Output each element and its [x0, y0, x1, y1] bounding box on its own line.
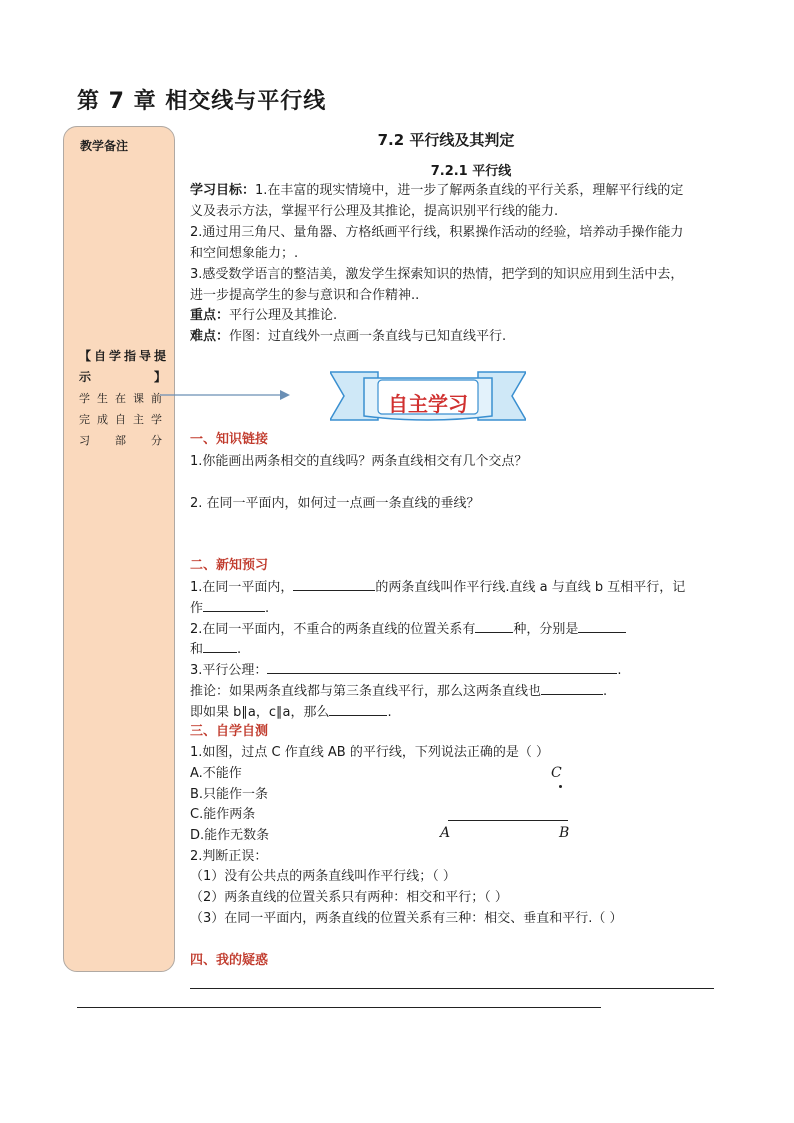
subsection-title: 7.2.1 平行线 [430, 164, 512, 179]
judgement-2: （2）两条直线的位置关系只有两种：相交和平行；（ ） [190, 890, 508, 905]
key-point-label: 重点： [190, 308, 230, 323]
objectives-line-3: 2.通过用三角尺、量角器、方格纸画平行线，积累操作活动的经验，培养动手操作能力 [190, 225, 684, 240]
objectives-line-4: 和空间想象能力；. [190, 246, 299, 261]
part2-line-6 [190, 680, 607, 702]
objectives-text-1: 1.在丰富的现实情境中，进一步了解两条直线的平行关系，理解平行线的定 [255, 183, 684, 198]
part2-text-4b: . [237, 642, 242, 657]
part1-title: 一、知识链接 [190, 432, 269, 447]
part2-text-3b: 种，分别是 [513, 622, 579, 637]
point-a-label: A [440, 825, 451, 841]
option-a: A.不能作 [190, 766, 242, 781]
fill-blank[interactable] [267, 659, 617, 674]
geometry-figure [430, 763, 580, 845]
banner-text: 自主学习 [388, 392, 468, 416]
part2-line-1 [190, 576, 685, 598]
judgement-3: （3）在同一平面内，两条直线的位置关系有三种：相交、垂直和平行.（ ） [190, 911, 623, 926]
part1-question-2: 2. 在同一平面内，如何过一点画一条直线的垂线？ [190, 496, 480, 511]
fill-blank[interactable] [203, 638, 237, 653]
difficulty-text: 作图：过直线外一点画一条直线与已知直线平行. [229, 329, 507, 344]
key-point [190, 306, 337, 326]
objectives-line-1 [190, 181, 683, 201]
line-ab [448, 820, 568, 821]
part4-title: 四、我的疑惑 [190, 953, 269, 968]
part2-text-1b: 的两条直线叫作平行线.直线 a 与直线 b 互相平行，记 [375, 580, 686, 595]
fill-blank[interactable] [293, 576, 375, 591]
fill-blank[interactable] [541, 680, 603, 695]
point-b-label: B [559, 825, 570, 841]
part3-question-1: 1.如图，过点 C 作直线 AB 的平行线，下列说法正确的是（ ） [190, 745, 549, 760]
sidebar-heading: 教学备注 [80, 139, 129, 153]
option-c: C.能作两条 [190, 807, 256, 822]
objectives-label: 学习目标： [190, 183, 256, 198]
part2-text-5b: . [617, 663, 622, 678]
part2-text-4a: 和 [190, 642, 204, 657]
part2-text-7b: . [387, 705, 392, 720]
part2-text-5a: 3.平行公理： [190, 663, 268, 678]
footer-rule [77, 1007, 601, 1008]
key-point-text: 平行公理及其推论. [229, 308, 338, 323]
point-c-label: C [551, 765, 562, 781]
sidebar-hint-body: 学生在课前完成自主学习部分 [79, 392, 167, 447]
part3-title: 三、自学自测 [190, 724, 269, 739]
part2-text-6a: 推论：如果两条直线都与第三条直线平行，那么这两条直线也 [190, 684, 542, 699]
option-b: B.只能作一条 [190, 787, 269, 802]
part2-text-6b: . [603, 684, 608, 699]
objectives-line-6: 进一步提高学生的参与意识和合作精神.. [190, 288, 420, 303]
fill-blank[interactable] [578, 618, 626, 633]
fill-blank[interactable] [475, 618, 513, 633]
difficulty-label: 难点： [190, 329, 230, 344]
sidebar-hint-title: 【自学指导提示】 [79, 349, 167, 384]
objectives-line-2: 义及表示方法，掌握平行公理及其推论，提高识别平行线的能力. [190, 204, 559, 219]
fill-blank[interactable] [203, 597, 265, 612]
difficulty [190, 327, 506, 347]
judgement-1: （1）没有公共点的两条直线叫作平行线；（ ） [190, 869, 456, 884]
objectives-line-5: 3.感受数学语言的整洁美，激发学生探索知识的热情，把学到的知识应用到生活中去， [190, 267, 684, 282]
part2-line-3 [190, 618, 626, 640]
pointer-arrow-icon [160, 385, 292, 405]
part2-text-3a: 2.在同一平面内，不重合的两条直线的位置关系有 [190, 622, 476, 637]
part2-line-7 [190, 701, 392, 723]
teaching-notes-sidebar [63, 126, 175, 972]
part2-line-2 [190, 597, 269, 619]
section-title: 7.2 平行线及其判定 [377, 131, 515, 149]
point-c-dot [559, 785, 562, 788]
part2-text-2b: . [265, 601, 270, 616]
part2-text-2a: 作 [190, 601, 204, 616]
part2-text-1a: 1.在同一平面内， [190, 580, 294, 595]
part2-line-4 [190, 638, 241, 660]
fill-blank[interactable] [329, 701, 387, 716]
part3-question-2: 2.判断正误： [190, 849, 268, 864]
part1-question-1: 1.你能画出两条相交的直线吗？两条直线相交有几个交点？ [190, 454, 528, 469]
answer-line[interactable] [190, 988, 714, 989]
option-d: D.能作无数条 [190, 828, 270, 843]
part2-text-7a: 即如果 b∥a，c∥a，那么 [190, 705, 330, 720]
part2-line-5 [190, 659, 622, 681]
chapter-title: 第 7 章 相交线与平行线 [77, 89, 327, 114]
part2-title: 二、新知预习 [190, 558, 269, 573]
